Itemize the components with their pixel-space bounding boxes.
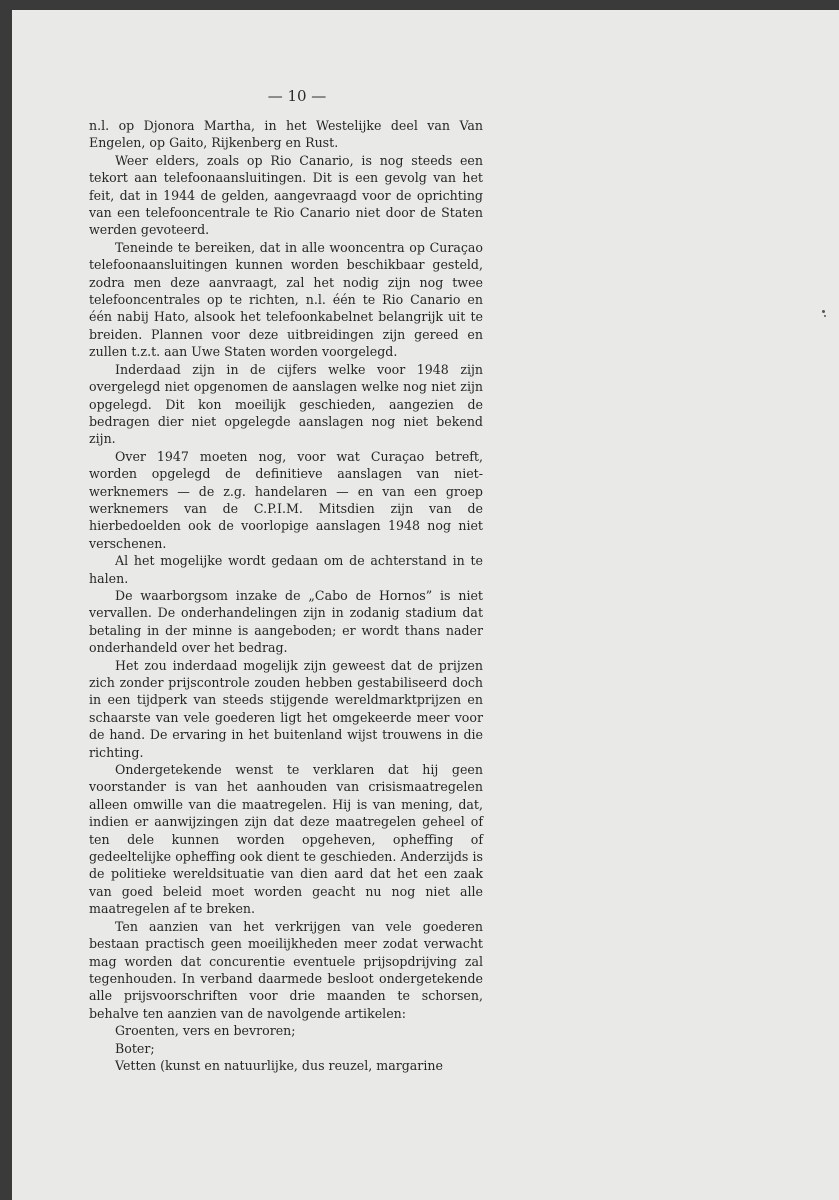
list-item: Groenten, vers en bevroren; xyxy=(115,1023,296,1039)
paragraph: Teneinde te bereiken, dat in alle wooncentra op Curaçao telefoonaansluitingen kunnen worden beschikbaar gesteld, zodra men deze aanvraagt, zal het nodig zijn nog twee telefooncentrales op te richten, n.l. één te Rio Canario en één nabij Hato, alsook het telefoonkabelnet belangrijk uit te breiden. Plannen voor deze uitbreidingen zijn gereed en zullen t.z.t. aan Uwe Staten worden voorgelegd. xyxy=(89,239,483,360)
paragraph: De waarborgsom inzake de „Cabo de Hornos” is niet vervallen. De onderhandelingen zijn in zodanig stadium dat betaling in der minne is aangeboden; er wordt thans nader onderhandeld over het bedrag. xyxy=(89,587,483,656)
paper-speck xyxy=(822,310,825,313)
list-item: Vetten (kunst en natuurlijke, dus reuzel, margarine xyxy=(115,1057,443,1073)
document-page xyxy=(12,10,839,1200)
paragraph: Weer elders, zoals op Rio Canario, is nog steeds een tekort aan telefoonaansluitingen. Dit is een gevolg van het feit, dat in 1944 de gelden, aangevraagd voor de oprichting van een telefooncentrale te Rio Canario niet door de Staten werden gevoteerd. xyxy=(89,152,483,238)
paragraph: Over 1947 moeten nog, voor wat Curaçao betreft, worden opgelegd de definitieve aanslagen van niet-werknemers — de z.g. handelaren — en van een groep werknemers van de C.P.I.M. Mitsdien zijn van de hierbedoelden ook de voorlopige aanslagen 1948 nog niet verschenen. xyxy=(89,448,483,551)
paragraph: n.l. op Djonora Martha, in het Westelijke deel van Van Engelen, op Gaito, Rijkenberg en Rust. xyxy=(89,118,483,151)
paragraph: Ondergetekende wenst te verklaren dat hij geen voorstander is van het aanhouden van crisismaatregelen alleen omwille van die maatregelen. Hij is van mening, dat, indien er aanwijzingen zijn dat deze maatregelen geheel of ten dele kunnen worden opgeheven, opheffing of gedeeltelijke opheffing ook dient te geschieden. Anderzijds is de politieke wereldsituatie van dien aard dat het een zaak van goed beleid moet worden geacht nu nog niet alle maatregelen af te breken. xyxy=(89,762,483,917)
page-number: — 10 — xyxy=(267,87,327,105)
paragraph: Het zou inderdaad mogelijk zijn geweest dat de prijzen zich zonder prijscontrole zouden hebben gestabiliseerd doch in een tijdperk van steeds stijgende wereldmarktprijzen en schaarste van vele goederen ligt het omgekeerde meer voor de hand. De ervaring in het buitenland wijst trouwens in die richting. xyxy=(89,657,483,760)
body-text xyxy=(89,117,483,1074)
list-item: Boter; xyxy=(115,1040,155,1056)
paragraph: Ten aanzien van het verkrijgen van vele goederen bestaan practisch geen moeilijkheden meer zodat verwacht mag worden dat concurentie eventuele prijsopdrijving zal tegenhouden. In verband daarmede besloot ondergetekende alle prijsvoorschriften voor drie maanden te schorsen, behalve ten aanzien van de navolgende artikelen: xyxy=(89,918,483,1021)
paper-speck xyxy=(824,315,826,317)
paragraph: Al het mogelijke wordt gedaan om de achterstand in te halen. xyxy=(89,553,483,586)
paragraph: Inderdaad zijn in de cijfers welke voor 1948 zijn overgelegd niet opgenomen de aanslagen welke nog niet zijn opgelegd. Dit kon moeilijk geschieden, aangezien de bedragen dier niet opgelegde aanslagen nog niet bekend zijn. xyxy=(89,361,483,447)
